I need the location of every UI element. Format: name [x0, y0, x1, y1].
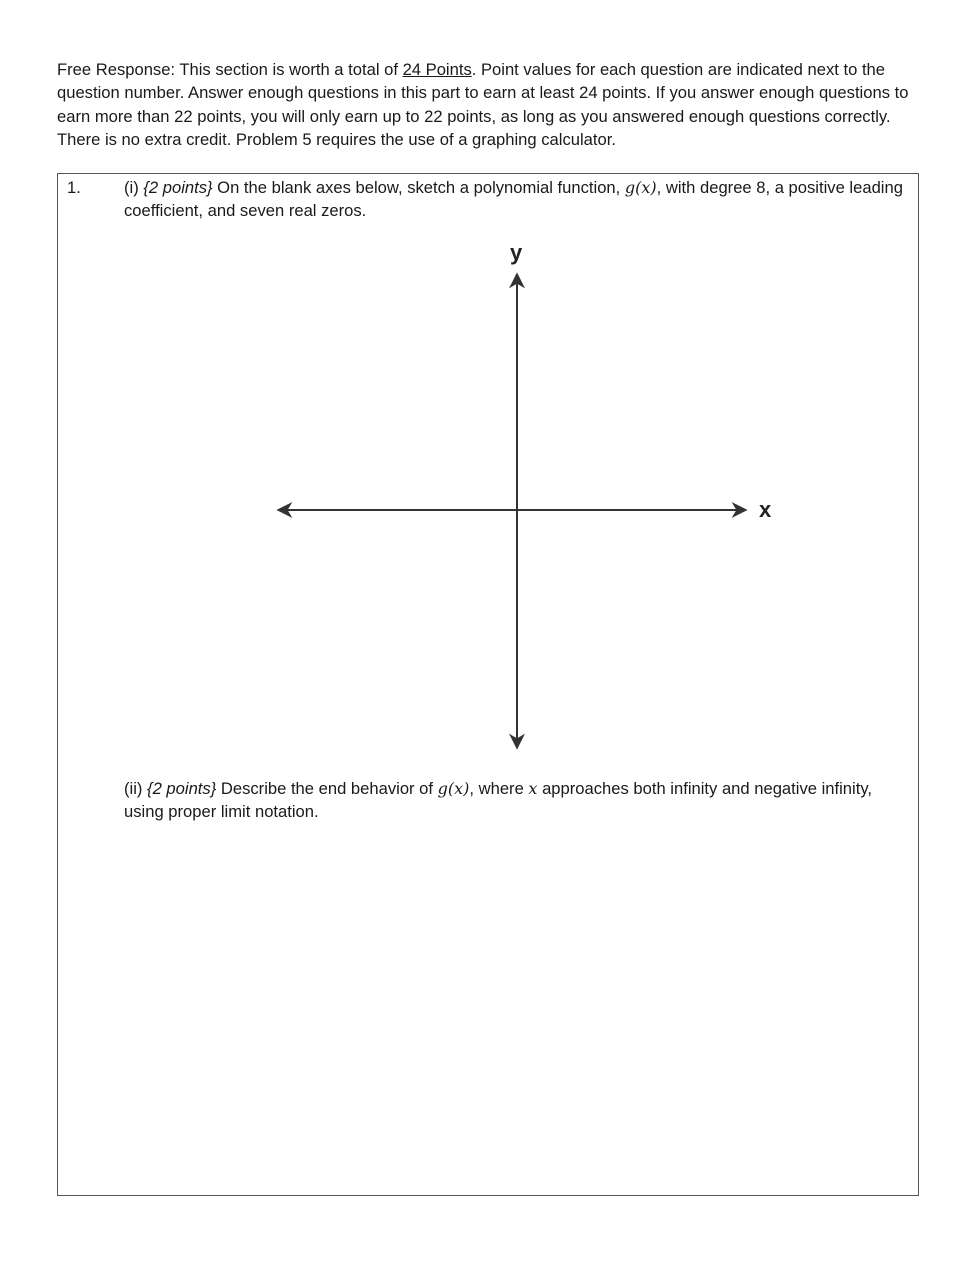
y-axis-label: y — [510, 240, 523, 265]
instructions-paragraph — [57, 58, 922, 152]
question-part-i — [124, 176, 909, 223]
part-ii-text-a: Describe the end behavior of — [216, 779, 438, 798]
part-ii-label: (ii) — [124, 779, 148, 798]
part-ii-function: g(x) — [437, 779, 470, 798]
part-i-function: g(x) — [624, 178, 657, 197]
instructions-text-rest: . Point values for each question are indicated next to the question number. Answer enough questions in this part to earn at least 24 points. If you answer enough questions to earn more than 22 points, you will only earn up to 22 points, as long as you answered enough questions correctly. There is no extra credit. Problem 5 requires the use of a graphing calculator. — [57, 60, 909, 150]
question-part-ii — [124, 777, 909, 824]
blank-axes — [270, 240, 780, 755]
part-ii-variable: x — [528, 779, 538, 798]
part-i-points: {2 points} — [143, 178, 213, 197]
x-axis-label: x — [759, 497, 772, 522]
part-ii-points: {2 points} — [147, 779, 217, 798]
part-ii-text-c: approaches both infinity and negative infinity, using proper limit notation. — [124, 779, 873, 822]
part-i-text-b: , with degree 8, a positive leading coefficient, and seven real zeros. — [124, 178, 903, 221]
part-i-text-a: On the blank axes below, sketch a polynomial function, — [212, 178, 625, 197]
total-points: 24 Points — [402, 60, 472, 79]
instructions-text-start: Free Response: This section is worth a total of — [57, 60, 403, 79]
part-i-label: (i) — [124, 178, 144, 197]
part-ii-text-b: , where — [469, 779, 529, 798]
question-number: 1. — [67, 178, 81, 197]
